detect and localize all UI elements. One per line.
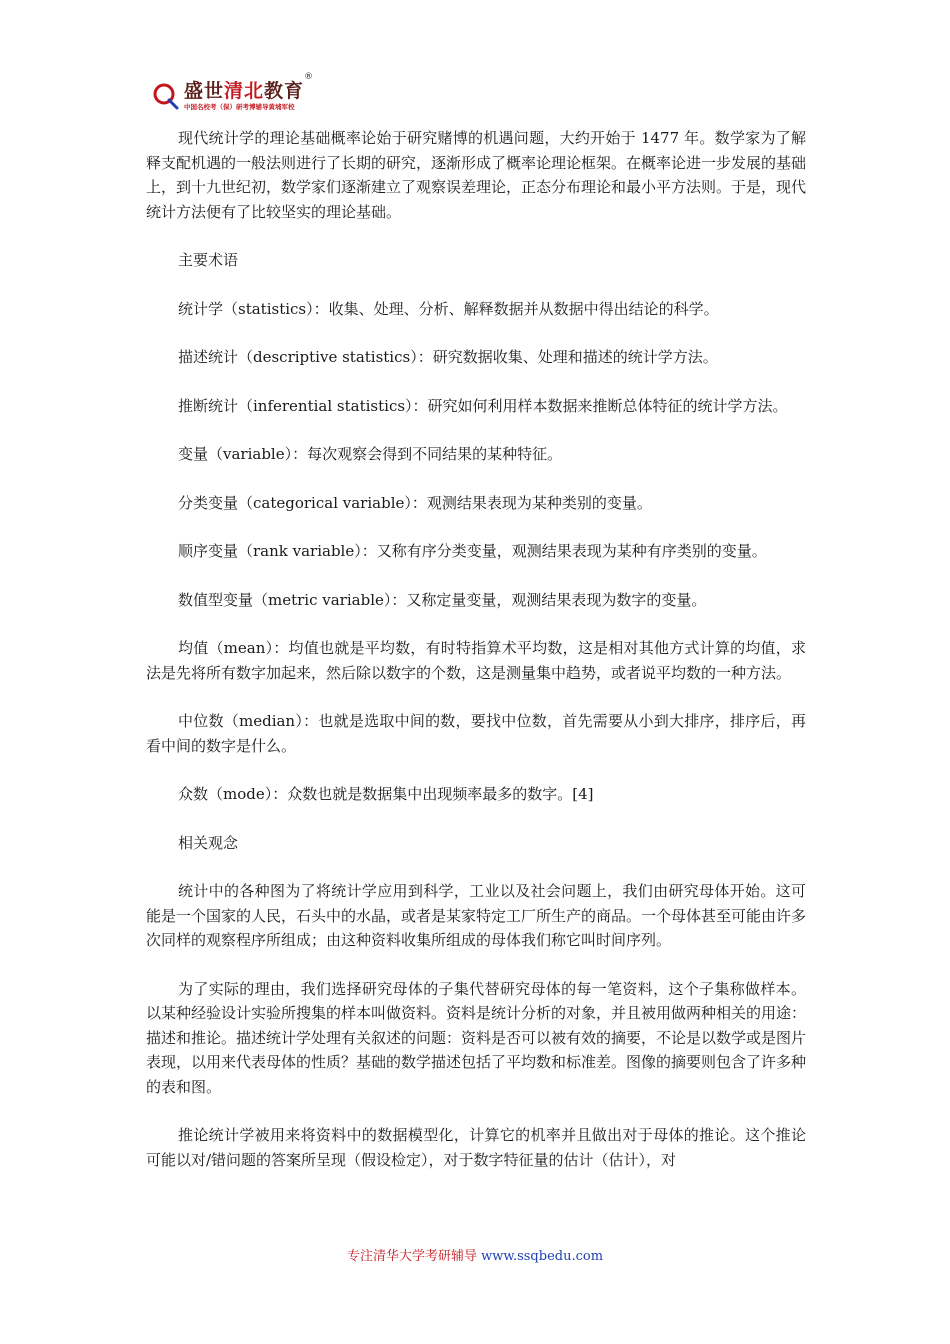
logo-tagline: 中国名校考（保）研考博辅导黄埔军校 xyxy=(184,103,295,111)
logo-name-part3: 教育 xyxy=(264,80,305,102)
term-mean: 均值（mean）：均值也就是平均数，有时特指算术平均数，这是相对其他方式计算的均值，求法是先将所有数字加起来，然后除以数字的个数，这是测量集中趋势，或者说平均数的一种方法。 xyxy=(146,639,806,682)
term-statistics: 统计学（statistics）：收集、处理、分析、解释数据并从数据中得出结论的科学。 xyxy=(178,299,719,318)
paragraph-sample: 为了实际的理由，我们选择研究母体的子集代替研究母体的每一笔资料，这个子集称做样本。以某种经验设计实验所搜集的样本叫做资料。资料是统计分析的对象，并且被用做两种相关的用途：描述和推论。描述统计学处理有关叙述的问题：资料是否可以被有效的摘要，不论是以数学或是图片表现，以用来代表母体的性质？基础的数学描述包括了平均数和标准差。图像的摘要则包含了许多种的表和图。 xyxy=(146,979,807,1096)
paragraph-population: 统计中的各种图为了将统计学应用到科学，工业以及社会问题上，我们由研究母体开始。这可能是一个国家的人民，石头中的水晶，或者是某家特定工厂所生产的商品。一个母体甚至可能由许多次同样的观察程序所组成；由这种资料收集所组成的母体我们称它叫时间序列。 xyxy=(146,882,807,949)
section-heading-concepts: 相关观念 xyxy=(178,833,239,852)
term-inferential-statistics: 推断统计（inferential statistics）：研究如何利用样本数据来推断总体特征的统计学方法。 xyxy=(178,396,788,415)
registered-mark: ® xyxy=(304,72,313,82)
document-body xyxy=(146,126,806,1172)
logo-name xyxy=(184,76,304,103)
term-metric-variable: 数值型变量（metric variable）：又称定量变量，观测结果表现为数字的变量。 xyxy=(178,590,707,609)
paragraph-inference: 推论统计学被用来将资料中的数据模型化，计算它的机率并且做出对于母体的推论。这个推论可能以对/错问题的答案所呈现（假设检定），对于数字特征量的估计（估计），对 xyxy=(146,1126,806,1169)
brand-logo xyxy=(152,72,322,116)
term-mode: 众数（mode）：众数也就是数据集中出现频率最多的数字。[4] xyxy=(178,785,594,803)
q-magnifier-icon xyxy=(152,82,180,110)
section-heading-terms: 主要术语 xyxy=(178,251,239,269)
logo-name-part1: 盛世 xyxy=(184,80,225,102)
paragraph-intro: 现代统计学的理论基础概率论始于研究赌博的机遇问题，大约开始于 1477 年。数学家为了解释支配机遇的一般法则进行了长期的研究，逐渐形成了概率论理论框架。在概率论进一步发展的基础上，到十九世纪初，数学家们逐渐建立了观察误差理论，正态分布理论和最小平方法则。于是，现代统计方法便有了比较坚实的理论基础。 xyxy=(146,129,807,221)
term-descriptive-statistics: 描述统计（descriptive statistics）：研究数据收集、处理和描述的统计学方法。 xyxy=(178,348,718,366)
term-categorical-variable: 分类变量（categorical variable）：观测结果表现为某种类别的变量。 xyxy=(178,493,652,512)
footer-link[interactable]: www.ssqbedu.com xyxy=(481,1249,604,1264)
term-median: 中位数（median）：也就是选取中间的数，要找中位数，首先需要从小到大排序，排序后，再看中间的数字是什么。 xyxy=(146,712,806,755)
logo-name-part2: 清北 xyxy=(224,80,265,102)
page-footer xyxy=(0,1245,950,1264)
term-rank-variable: 顺序变量（rank variable）：又称有序分类变量，观测结果表现为某种有序类别的变量。 xyxy=(178,542,767,560)
term-variable: 变量（variable）：每次观察会得到不同结果的某种特征。 xyxy=(178,445,563,463)
footer-text: 专注清华大学考研辅导 xyxy=(346,1249,477,1264)
